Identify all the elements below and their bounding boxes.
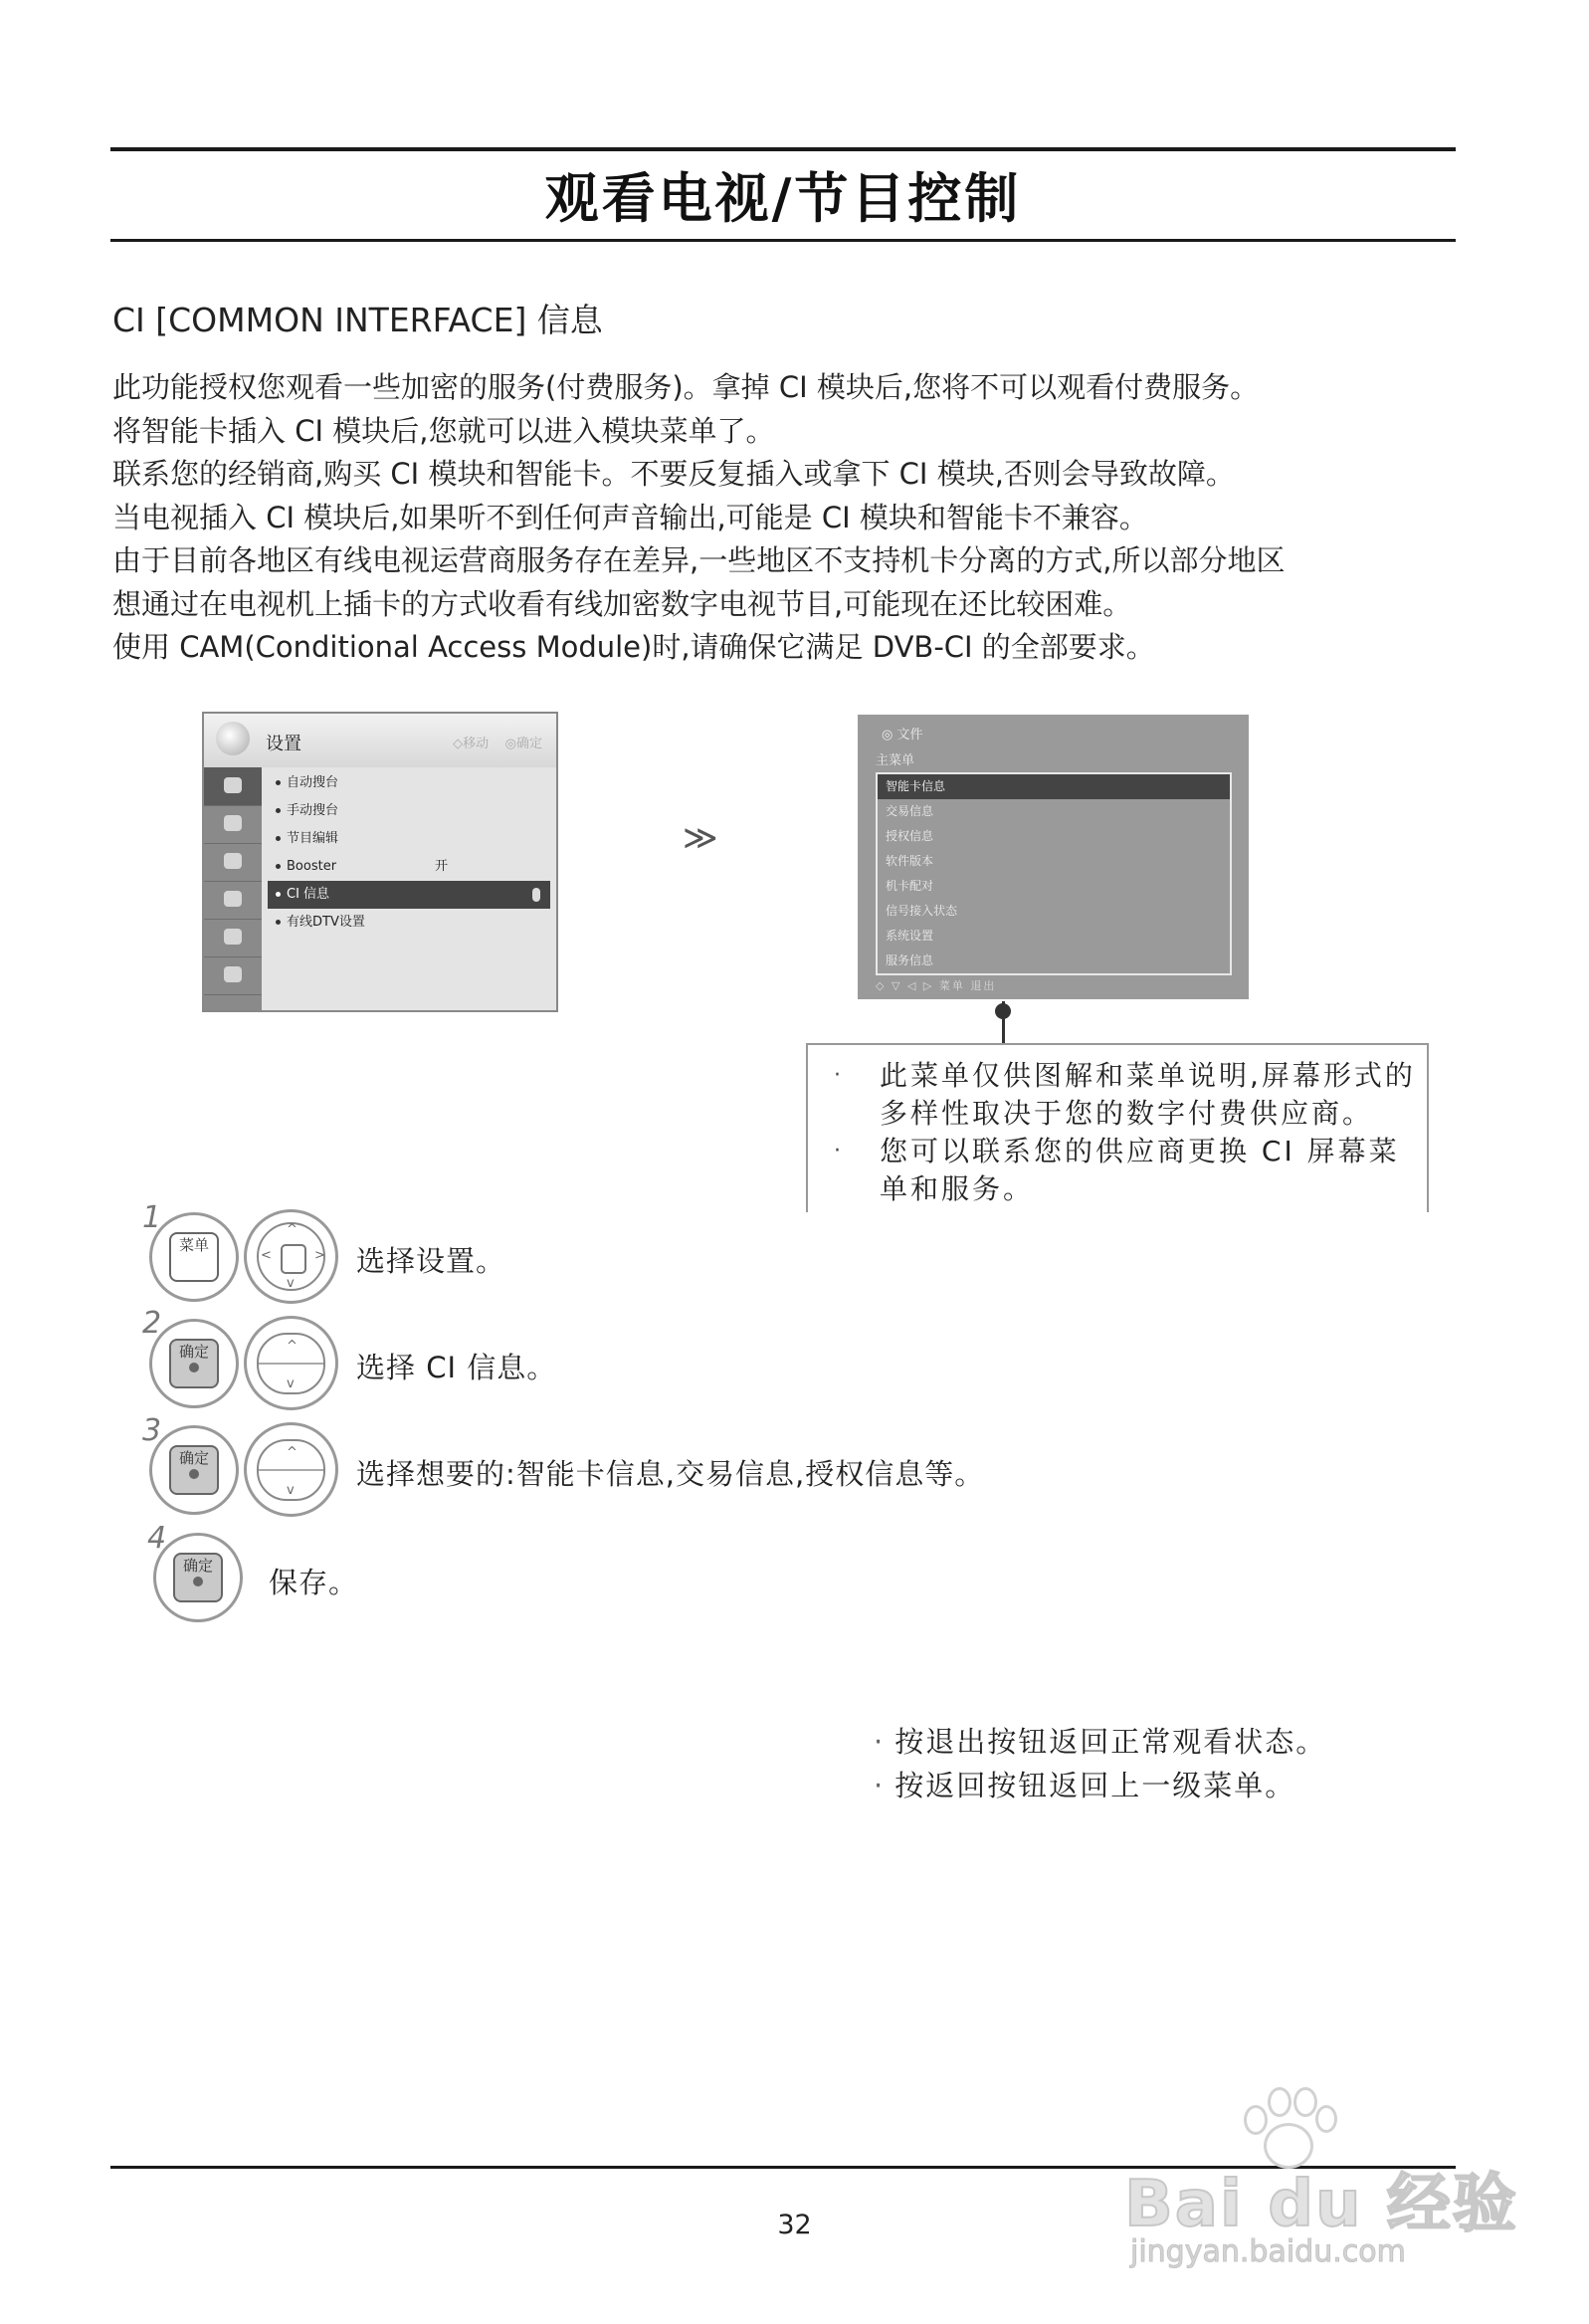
- page-title: 观看电视/节目控制: [544, 167, 1022, 230]
- settings-menu-item: Booster 开: [268, 853, 550, 881]
- ci-menu-top-line: ◎ 文件: [882, 728, 923, 742]
- sidebar-option-icon: [204, 956, 262, 995]
- top-rule: [110, 147, 1456, 151]
- sidebar-lock-icon: [204, 919, 262, 957]
- step-number: 3: [142, 1413, 162, 1448]
- ci-menu-row: 授权信息: [886, 829, 934, 843]
- settings-menu-hints: [453, 733, 542, 751]
- paragraph-line: 将智能卡插入 CI 模块后,您就可以进入模块菜单了。: [112, 413, 775, 448]
- step-number: 2: [142, 1306, 162, 1341]
- tip-bullet: ·: [874, 1725, 886, 1759]
- tip-line: · 按退出按钮返回正常观看状态。: [874, 1725, 1327, 1759]
- note-bullet: ·: [834, 1063, 841, 1088]
- step-text: 选择 CI 信息。: [356, 1351, 557, 1384]
- baidu-watermark: [1124, 2085, 1518, 2269]
- nav-pad-icon: ^ v < >: [244, 1209, 338, 1304]
- hint-ok: ◎确定: [504, 737, 542, 751]
- selection-marker-icon: [532, 888, 540, 902]
- page-number: 32: [777, 2210, 812, 2240]
- sidebar-picture-icon: [204, 805, 262, 844]
- ci-menu-row: 交易信息: [886, 804, 934, 818]
- menu-logo-icon: [216, 722, 250, 755]
- paragraph-line: 此功能授权您观看一些加密的服务(付费服务)。拿掉 CI 模块后,您将不可以观看付费服务。: [112, 370, 1260, 404]
- ci-menu-row: 系统设置: [886, 929, 934, 943]
- body-paragraphs: [112, 366, 1476, 670]
- ci-menu-row: 软件版本: [886, 854, 934, 868]
- ok-button-icon: 确定: [153, 1533, 243, 1622]
- settings-menu-item-selected: CI 信息: [268, 881, 550, 909]
- next-arrow-icon: ≫: [683, 818, 718, 858]
- sidebar-setup-icon: [204, 767, 262, 806]
- ci-menu-row: 服务信息: [886, 953, 934, 967]
- tip-line: · 按返回按钮返回上一级菜单。: [874, 1769, 1296, 1802]
- watermark-brand: Bai du 经验: [1124, 2168, 1518, 2241]
- settings-menu-header: [204, 714, 556, 767]
- settings-menu-item: 节目编辑: [268, 825, 550, 853]
- note-text: 您可以联系您的供应商更换 CI 屏幕菜单和服务。: [880, 1135, 1400, 1205]
- ci-menu-screenshot: [858, 715, 1249, 999]
- step-number: 4: [147, 1521, 167, 1556]
- paragraph-line: 使用 CAM(Conditional Access Module)时,请确保它满足 DVB-CI 的全部要求。: [112, 630, 1155, 664]
- ok-button-icon: 确定: [149, 1425, 239, 1515]
- paragraph-line: 想通过在电视机上插卡的方式收看有线加密数字电视节目,可能现在还比较困难。: [112, 586, 1132, 621]
- ci-menu-row-selected: 智能卡信息: [878, 774, 1230, 799]
- menu-button-icon: 菜单: [149, 1212, 239, 1302]
- ci-menu-row: 信号接入状态: [886, 904, 958, 918]
- ok-button-icon: 确定: [149, 1319, 239, 1408]
- ci-menu-panel: [876, 772, 1232, 975]
- step-number: 1: [142, 1200, 162, 1235]
- up-down-button-icon: ^ v: [244, 1422, 338, 1517]
- ci-menu-row: 机卡配对: [886, 879, 934, 893]
- booster-value: 开: [435, 859, 449, 874]
- note-bullet: ·: [834, 1139, 841, 1163]
- sidebar-time-icon: [204, 881, 262, 920]
- ci-menu-subtitle: 主菜单: [876, 753, 915, 768]
- watermark-url: jingyan.baidu.com: [1130, 2234, 1406, 2269]
- settings-menu-sidebar: [204, 767, 262, 1010]
- settings-menu-screenshot: [202, 712, 558, 1012]
- settings-menu-item: 有线DTV设置: [268, 909, 550, 937]
- callout-dot: [995, 1003, 1011, 1019]
- hint-move: ◇移动: [453, 737, 490, 751]
- tip-bullet: ·: [874, 1769, 886, 1802]
- step-text: 选择设置。: [356, 1244, 506, 1278]
- step-text: 保存。: [269, 1566, 359, 1599]
- paragraph-line: 由于目前各地区有线电视运营商服务存在差异,一些地区不支持机卡分离的方式,所以部分地区: [112, 543, 1286, 577]
- title-underline: [110, 239, 1456, 242]
- step-text: 选择想要的:智能卡信息,交易信息,授权信息等。: [356, 1457, 985, 1491]
- section-heading: CI [COMMON INTERFACE] 信息: [112, 301, 603, 339]
- settings-menu-title: 设置: [266, 734, 301, 754]
- up-down-button-icon: ^ v: [244, 1316, 338, 1410]
- settings-menu-item: 自动搜台: [268, 769, 550, 797]
- ci-menu-footer: ◇ ▽ ◁ ▷ 菜单 退出: [876, 979, 997, 992]
- paragraph-line: 联系您的经销商,购买 CI 模块和智能卡。不要反复插入或拿下 CI 模块,否则会导致故障。: [112, 457, 1235, 491]
- note-box: [806, 1043, 1429, 1212]
- settings-menu-item: 手动搜台: [268, 797, 550, 825]
- note-text: 此菜单仅供图解和菜单说明,屏幕形式的多样性取决于您的数字付费供应商。: [880, 1059, 1416, 1130]
- sidebar-audio-icon: [204, 843, 262, 882]
- paragraph-line: 当电视插入 CI 模块后,如果听不到任何声音输出,可能是 CI 模块和智能卡不兼容。: [112, 500, 1148, 534]
